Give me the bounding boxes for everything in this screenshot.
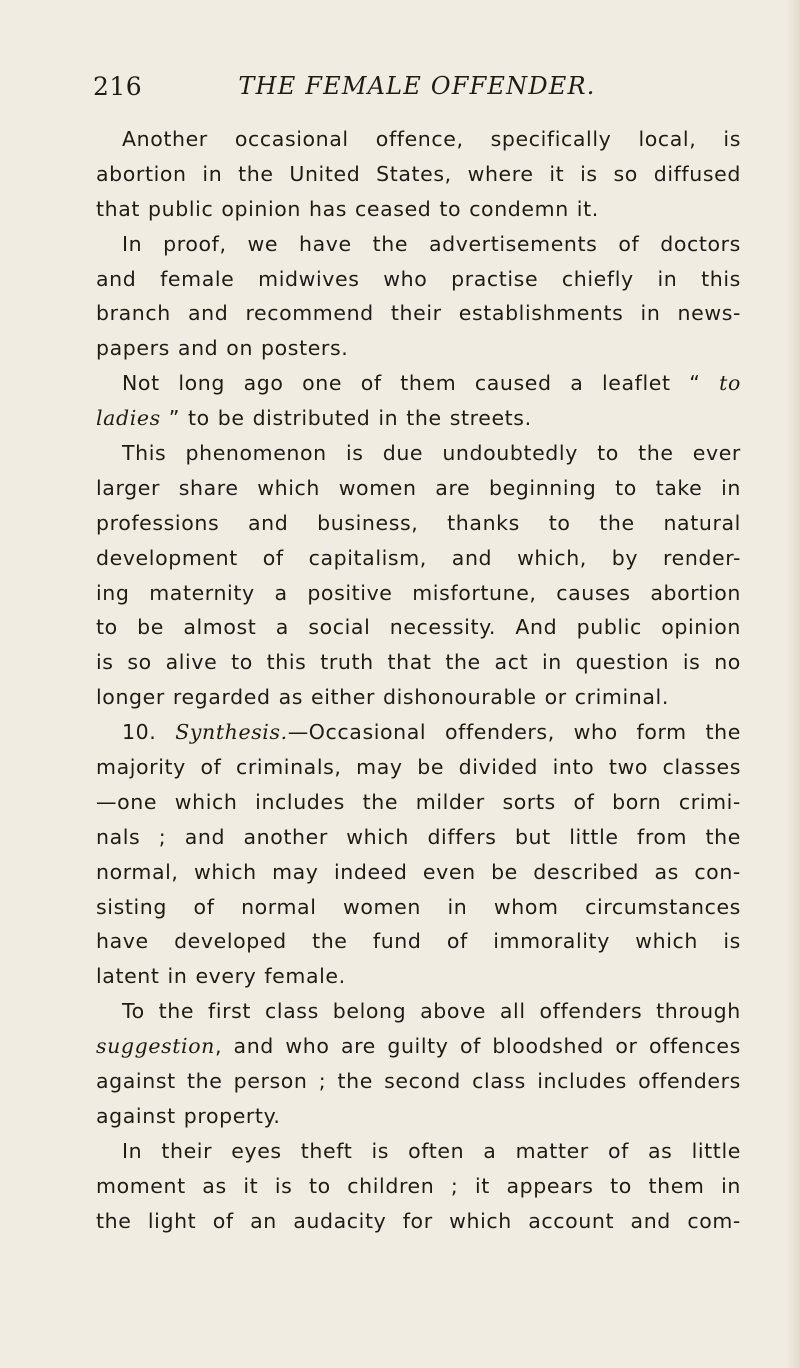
page-edge-shadow (786, 0, 800, 1368)
word: This (122, 441, 167, 466)
text-line (96, 1169, 741, 1204)
word: advertisements (428, 231, 598, 256)
word: them (400, 371, 457, 396)
text-line (96, 296, 741, 331)
word: two (608, 755, 649, 780)
word: to (610, 1173, 632, 1198)
word: their (161, 1138, 213, 1163)
word: public (576, 615, 642, 640)
word: guilty (387, 1034, 449, 1059)
word: of (607, 1138, 629, 1163)
text-line (96, 1099, 741, 1134)
word: in (721, 475, 741, 500)
word: developed (174, 929, 287, 954)
word: includes (537, 1069, 627, 1094)
word: in (721, 1173, 741, 1198)
word: is (96, 650, 114, 675)
word: the (312, 929, 348, 954)
word: may (272, 859, 319, 884)
word: question (575, 650, 670, 675)
text-line (96, 192, 741, 227)
word: undoubtedly (442, 441, 578, 466)
word: offenders (638, 1069, 741, 1094)
word: to (96, 615, 118, 640)
word: little (569, 824, 619, 849)
word: natural (663, 510, 741, 535)
word: proof, (163, 231, 227, 256)
word: ceased (355, 196, 432, 221)
word: of (459, 1034, 481, 1059)
word: opinion (221, 196, 301, 221)
word: and (184, 824, 226, 849)
word: phenomenon (185, 441, 327, 466)
word: who (573, 720, 618, 745)
word: of (193, 894, 215, 919)
word: light (147, 1208, 197, 1233)
text-line (96, 680, 741, 715)
word: opinion (661, 615, 741, 640)
word: ing (96, 580, 130, 605)
text-line (96, 610, 741, 645)
word: long (178, 371, 225, 396)
word: ; (158, 824, 167, 849)
word: it (243, 1173, 259, 1198)
word: first (208, 999, 252, 1024)
word: a (570, 371, 584, 396)
word: it. (576, 196, 599, 221)
word: described (533, 859, 640, 884)
word: news- (677, 301, 741, 326)
word: in (447, 894, 468, 919)
word: we (247, 231, 279, 256)
word: Not (122, 371, 160, 396)
word: no (714, 650, 741, 675)
word: property. (183, 1103, 281, 1128)
word: social (308, 615, 371, 640)
word: latent (96, 964, 160, 989)
word: that (387, 650, 432, 675)
word: 10. (122, 720, 157, 745)
word: ago (243, 371, 284, 396)
word: sorts (502, 789, 556, 814)
word: com- (687, 1208, 741, 1233)
word: audacity (293, 1208, 387, 1233)
word: offences (648, 1034, 741, 1059)
word: professions (96, 510, 220, 535)
word: even (422, 859, 476, 884)
word: all (499, 999, 526, 1024)
word: matter (515, 1138, 589, 1163)
text-line (96, 227, 741, 262)
word: little (691, 1138, 741, 1163)
word: diffused (653, 161, 741, 186)
word: midwives (258, 266, 360, 291)
word: be (417, 755, 445, 780)
word: almost (183, 615, 257, 640)
word: take (655, 475, 703, 500)
text-line (96, 715, 741, 750)
word: In (122, 231, 143, 256)
word: to (548, 510, 571, 535)
word: is (682, 650, 701, 675)
word: recommend (245, 301, 374, 326)
word: criminals, (236, 755, 342, 780)
word: in (202, 161, 223, 186)
word: occasional (234, 127, 349, 151)
word: eyes (231, 1138, 282, 1163)
word: as (278, 685, 304, 710)
word: the (705, 824, 741, 849)
word: And (515, 615, 558, 640)
word: —one (96, 789, 158, 814)
word: the (186, 1069, 223, 1094)
word: may (356, 755, 403, 780)
text-line (96, 331, 741, 366)
word: offenders (539, 999, 643, 1024)
word: that (96, 196, 141, 221)
word: ladies (96, 406, 161, 431)
word: the (406, 406, 442, 431)
word: chiefly (561, 266, 634, 291)
word: beginning (488, 475, 597, 500)
word: person (233, 1069, 308, 1094)
word: which, (517, 545, 587, 570)
word: born (612, 789, 662, 814)
word: capitalism, (308, 545, 427, 570)
word: to (615, 475, 637, 500)
word: be (491, 859, 518, 884)
word: offenders, (445, 720, 555, 745)
word: to (308, 1173, 331, 1198)
text-line (96, 401, 741, 436)
word: it (549, 161, 565, 186)
text-line (96, 959, 741, 994)
word: differs (427, 824, 497, 849)
word: crimi- (678, 789, 741, 814)
word: are (435, 475, 471, 500)
word: of (618, 231, 640, 256)
text-line (96, 1064, 741, 1099)
word: States, (376, 161, 452, 186)
word: establishments (458, 301, 624, 326)
word: In (122, 1138, 143, 1163)
word: the (372, 231, 409, 256)
word: from (637, 824, 688, 849)
text-line (96, 645, 741, 680)
word: public (148, 196, 214, 221)
word: and (233, 1034, 274, 1059)
text-line (96, 994, 741, 1029)
word: whom (493, 894, 559, 919)
word: truth (320, 650, 374, 675)
word: causes (556, 580, 631, 605)
word: children (347, 1173, 435, 1198)
word: be (217, 406, 245, 431)
word: another (243, 824, 328, 849)
word: so (613, 161, 638, 186)
word: which (449, 1208, 512, 1233)
word: have (96, 929, 149, 954)
word: indeed (333, 859, 408, 884)
word: caused (474, 371, 552, 396)
word: normal (241, 894, 317, 919)
body-text (96, 122, 741, 1239)
word: this (701, 266, 741, 291)
word: alive (165, 650, 218, 675)
word: normal, (96, 859, 179, 884)
text-line (96, 262, 741, 297)
text-line (96, 785, 741, 820)
word: ; (318, 1069, 327, 1094)
word: offence, (375, 127, 464, 151)
word: the (638, 441, 674, 466)
word: account (528, 1208, 615, 1233)
word: necessity. (389, 615, 497, 640)
word: is (723, 929, 741, 954)
word: in (542, 650, 562, 675)
word: longer (96, 685, 165, 710)
word: above (420, 999, 486, 1024)
word: or (544, 685, 567, 710)
word: a (483, 1138, 497, 1163)
word: posters. (261, 336, 349, 361)
text-line (96, 1134, 741, 1169)
word: class (264, 999, 319, 1024)
word: ” (168, 406, 180, 431)
text-line (96, 157, 741, 192)
word: misfortune, (412, 580, 537, 605)
word: against (96, 1103, 176, 1128)
word: but (514, 824, 551, 849)
text-line (96, 471, 741, 506)
word: immorality (493, 929, 610, 954)
word: into (552, 755, 595, 780)
word: to (231, 650, 253, 675)
word: female. (264, 964, 346, 989)
word: milder (415, 789, 485, 814)
word: act (494, 650, 529, 675)
page-header (93, 72, 741, 108)
word: To (122, 999, 145, 1024)
word: divided (458, 755, 538, 780)
word: women (343, 894, 421, 919)
word: distributed (252, 406, 371, 431)
word: moment (96, 1173, 186, 1198)
word: streets. (449, 406, 532, 431)
word: to (439, 196, 462, 221)
word: which (346, 824, 410, 849)
text-line (96, 750, 741, 785)
word: papers (96, 336, 170, 361)
word: which (257, 475, 320, 500)
word: this (266, 650, 307, 675)
word: sisting (96, 894, 167, 919)
word: practise (451, 266, 539, 291)
word: bloodshed (492, 1034, 604, 1059)
word: every (195, 964, 257, 989)
word: nals (96, 824, 141, 849)
word: belong (332, 999, 407, 1024)
word: the (337, 1069, 373, 1094)
word: of (212, 1208, 234, 1233)
text-line (96, 1029, 741, 1064)
word: for (402, 1208, 433, 1233)
text-line (96, 890, 741, 925)
word: their (390, 301, 442, 326)
text-line (96, 1204, 741, 1239)
word: as (202, 1173, 227, 1198)
word: is (274, 1173, 293, 1198)
word: share (178, 475, 239, 500)
word: classes (662, 755, 741, 780)
word: of (262, 545, 284, 570)
word: a (274, 580, 288, 605)
word: who (285, 1034, 330, 1059)
word: local, (638, 127, 697, 151)
text-line (96, 820, 741, 855)
word: of (573, 789, 595, 814)
word: and (451, 545, 493, 570)
word: due (382, 441, 424, 466)
word: to (597, 441, 619, 466)
text-line (96, 855, 741, 890)
word: are (340, 1034, 376, 1059)
word: includes (255, 789, 345, 814)
word: to (187, 406, 210, 431)
word: against (96, 1069, 176, 1094)
word: the (362, 789, 399, 814)
word: and (630, 1208, 671, 1233)
text-line (96, 366, 741, 401)
word: is (723, 127, 741, 151)
word: through (656, 999, 741, 1024)
word: suggestion, (96, 1034, 223, 1059)
word: criminal. (574, 685, 669, 710)
word: United (289, 161, 361, 186)
word: class (472, 1069, 526, 1094)
word: which (635, 929, 699, 954)
word: positive (307, 580, 393, 605)
word: either (311, 685, 375, 710)
word: and (187, 301, 229, 326)
word: and (96, 266, 137, 291)
word: one (302, 371, 343, 396)
word: the (705, 720, 741, 745)
word: the (158, 999, 195, 1024)
word: development (96, 545, 238, 570)
word: often (408, 1138, 465, 1163)
word: abortion (96, 161, 187, 186)
text-line (96, 924, 741, 959)
word: specifically (490, 127, 612, 151)
word: where (467, 161, 534, 186)
word: dishonourable (383, 685, 537, 710)
word: is (580, 161, 598, 186)
text-line (96, 541, 741, 576)
word: so (127, 650, 152, 675)
word: female (160, 266, 235, 291)
word: it (475, 1173, 490, 1198)
word: abortion (650, 580, 741, 605)
word: and (248, 510, 289, 535)
word: which (174, 789, 238, 814)
word: theft (300, 1138, 353, 1163)
word: appears (506, 1173, 594, 1198)
word: of (446, 929, 468, 954)
word: which (193, 859, 257, 884)
word: leaflet (602, 371, 671, 396)
word: fund (372, 929, 422, 954)
word: branch (96, 301, 171, 326)
word: has (309, 196, 348, 221)
word: form (636, 720, 687, 745)
word: in (378, 406, 399, 431)
word: business, (317, 510, 419, 535)
word: doctors (660, 231, 741, 256)
word: con- (694, 859, 741, 884)
word: condemn (469, 196, 569, 221)
word: the (96, 1208, 132, 1233)
word: them (648, 1173, 705, 1198)
word: regarded (172, 685, 271, 710)
word: is (371, 1138, 390, 1163)
page-number: 216 (93, 72, 143, 101)
word: majority (96, 755, 186, 780)
word: of (360, 371, 382, 396)
word: who (383, 266, 428, 291)
word: thanks (447, 510, 520, 535)
word: to (719, 371, 741, 396)
word: render- (663, 545, 741, 570)
word: a (275, 615, 289, 640)
text-line (96, 506, 741, 541)
word: an (250, 1208, 277, 1233)
word: the (445, 650, 481, 675)
text-line (96, 436, 741, 471)
word: in (657, 266, 678, 291)
word: by (611, 545, 639, 570)
word: as (654, 859, 679, 884)
word: women (338, 475, 417, 500)
word: on (226, 336, 254, 361)
word: circumstances (585, 894, 741, 919)
word: or (615, 1034, 638, 1059)
word: as (648, 1138, 673, 1163)
word: ; (450, 1173, 459, 1198)
word: second (384, 1069, 461, 1094)
word: and (177, 336, 219, 361)
word: larger (96, 475, 160, 500)
word: in (640, 301, 661, 326)
running-title: THE FEMALE OFFENDER. (238, 72, 596, 100)
word: Synthesis.—Occasional (175, 720, 427, 745)
word: Another (122, 127, 208, 151)
word: the (238, 161, 274, 186)
word: maternity (149, 580, 255, 605)
text-line (96, 576, 741, 611)
word: of (200, 755, 222, 780)
word: have (298, 231, 352, 256)
word: “ (689, 371, 701, 396)
word: be (137, 615, 164, 640)
text-line (96, 122, 741, 157)
word: is (345, 441, 364, 466)
word: ever (692, 441, 741, 466)
word: the (599, 510, 635, 535)
word: in (167, 964, 188, 989)
